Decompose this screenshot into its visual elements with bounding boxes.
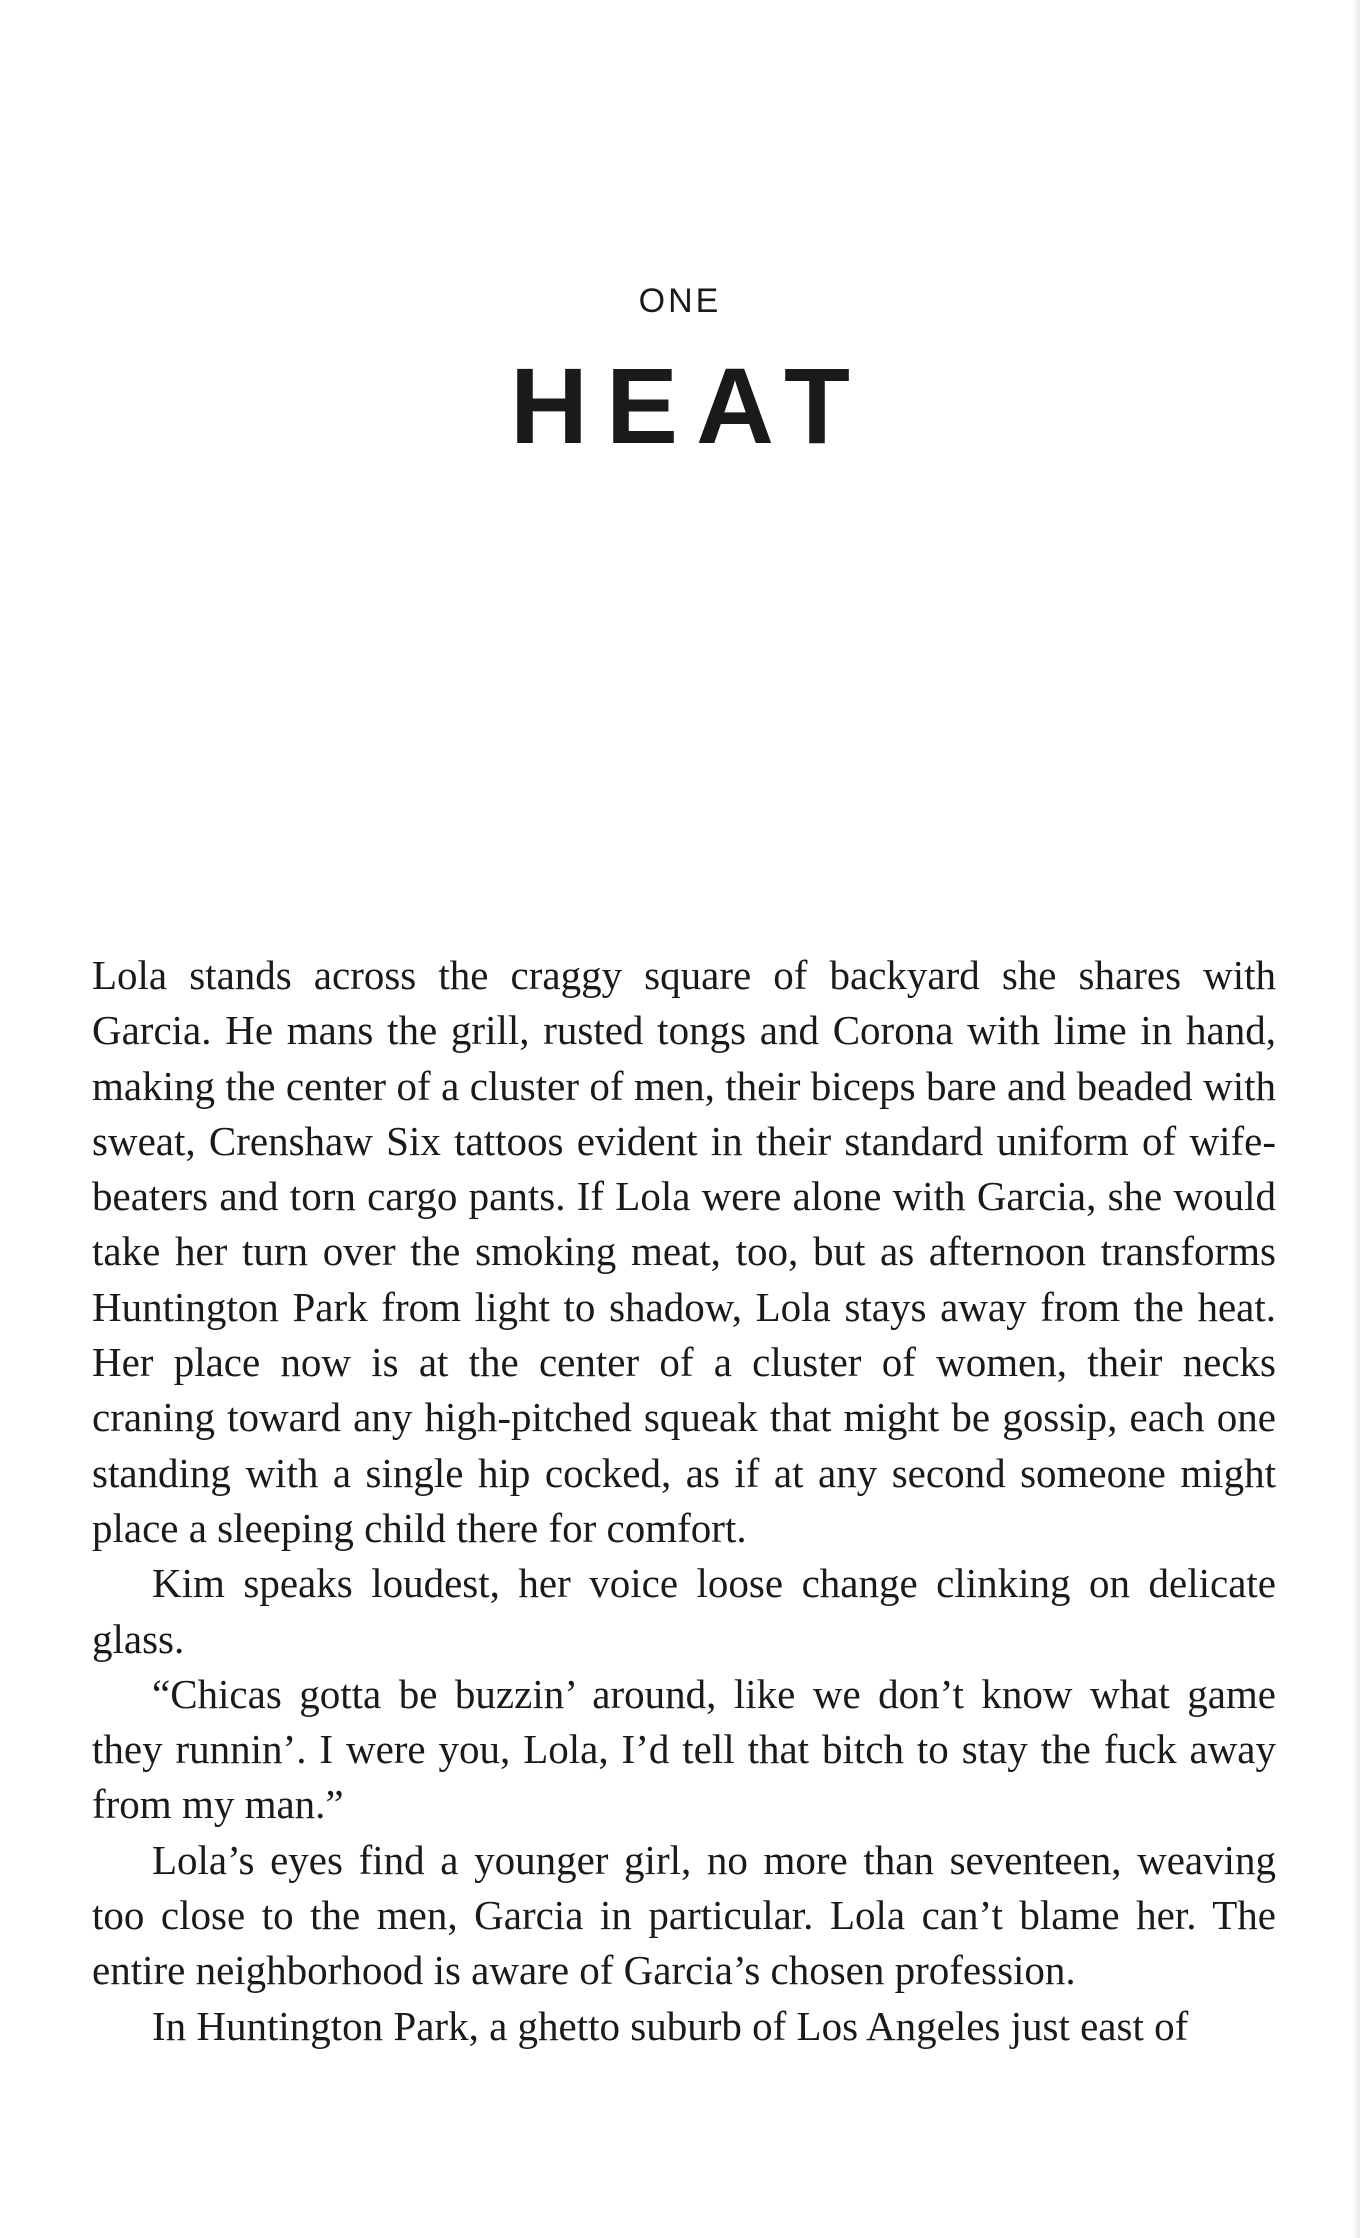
paragraph: Lola stands across the craggy square of backyard she shares with Garcia. He mans the grill, rusted tongs and Corona with lime in hand, making the center of a cluster of men, their biceps bare and beaded with sweat, Crenshaw Six tattoos evident in their standard uniform of wife-beaters and torn cargo pants. If Lola were alone with Garcia, she would take her turn over the smoking meat, too, but as afternoon transforms Huntington Park from light to shadow, Lola stays away from the heat. Her place now is at the center of a cluster of women, their necks craning toward any high-pitched squeak that might be gossip, each one standing with a single hip cocked, as if at any second someone might place a sleeping child there for comfort. xyxy=(92,952,1276,1551)
chapter-number: ONE xyxy=(638,282,722,320)
paragraph: In Huntington Park, a ghetto suburb of Los Angeles just east of xyxy=(152,2002,1189,2049)
page-edge xyxy=(1352,0,1360,2238)
chapter-title: HEAT xyxy=(510,345,868,466)
paragraph: “Chicas gotta be buzzin’ around, like we don’t know what game they runnin’. I were you, Lola, I’d tell that bitch to stay the fuck away from my man.” xyxy=(92,1670,1276,1828)
paragraph: Lola’s eyes find a younger girl, no more than seventeen, weaving too close to the men, Garcia in particular. Lola can’t blame her. The entire neighborhood is aware of Garcia’s chosen profession. xyxy=(92,1836,1276,1994)
body-text xyxy=(92,948,1276,2054)
paragraph: Kim speaks loudest, her voice loose change clinking on delicate glass. xyxy=(92,1560,1276,1662)
